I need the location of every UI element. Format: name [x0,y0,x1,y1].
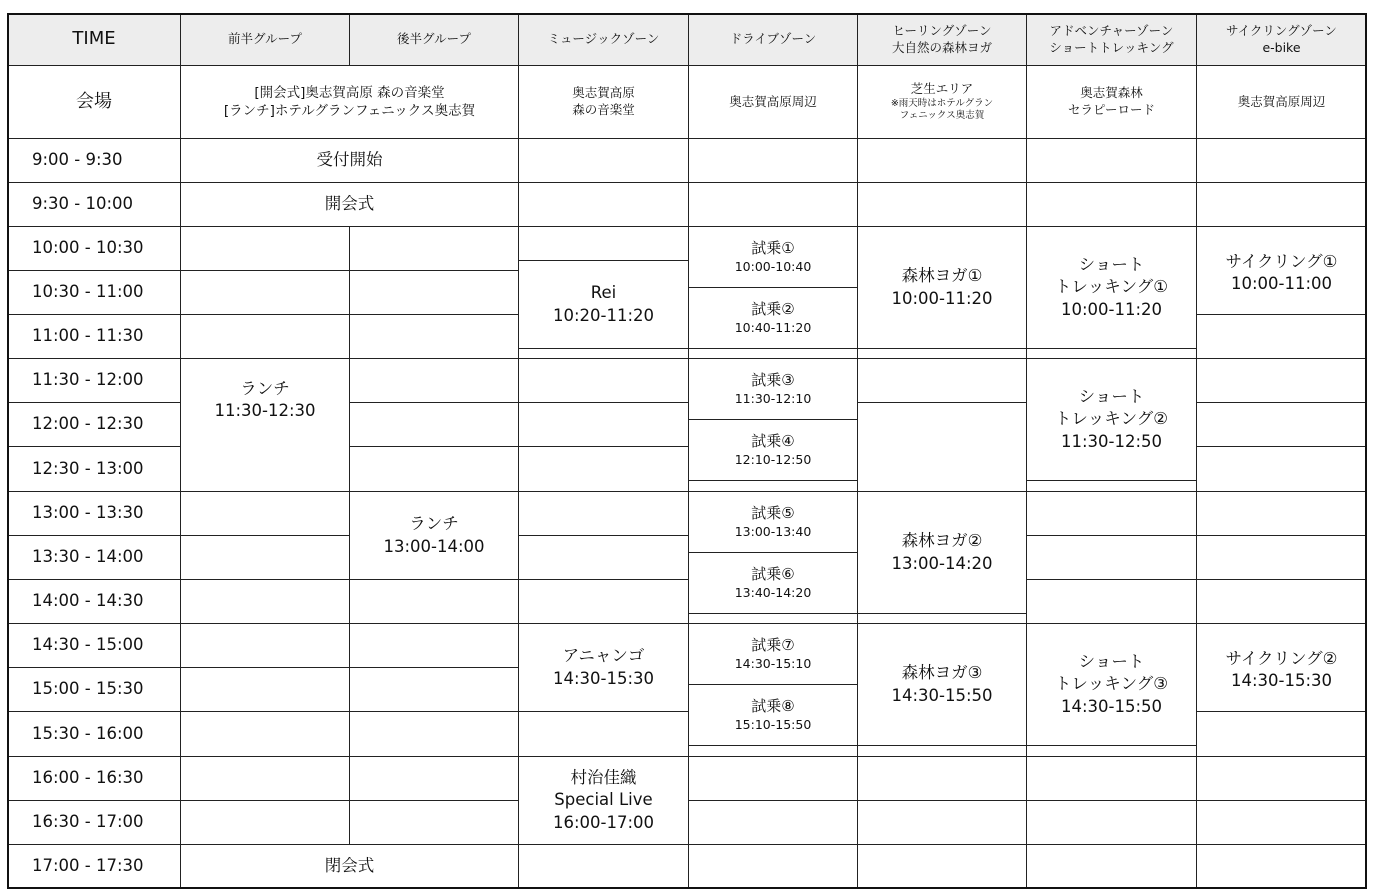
test-drive-6 [688,552,858,614]
forest-yoga-title: 森林ヨガ② [901,531,983,551]
test-drive-1 [688,226,858,288]
venue-adventure-line1: 奥志賀森林 [1080,85,1143,101]
venue-music-line2: 森の音楽堂 [572,102,635,117]
healing-empty [857,358,1027,403]
venue-label-text: 会場 [76,90,112,112]
venue-adventure-line2: セラピーロード [1067,102,1155,117]
test-drive-title: 試乗② [751,300,795,319]
forest-yoga-2 [857,491,1027,614]
time-slot [7,314,181,359]
healing-empty [857,756,1027,801]
forest-yoga-title: 森林ヨガ① [901,266,983,286]
reception-label: 受付開始 [316,150,383,170]
time-slot-label: 14:00 - 14:30 [32,591,144,611]
test-drive-time: 12:10-12:50 [734,451,812,467]
time-slot-label: 11:30 - 12:00 [32,370,144,390]
venue-healing-line1: 芝生エリア [910,80,974,96]
time-slot [7,270,181,315]
test-drive-2 [688,287,858,349]
test-drive-title: 試乗④ [751,432,795,451]
test-drive-4 [688,419,858,481]
venue-cycling-text: 奥志賀高原周辺 [1237,93,1326,109]
cycling-empty [1196,182,1367,227]
header-drive-zone [688,13,858,66]
lunch-first-time: 11:30-12:30 [214,401,316,421]
cycling-empty [1196,446,1367,492]
header-drive-label: ドライブゾーン [729,31,817,47]
venue-healing-note2: フェニックス奥志賀 [899,110,985,122]
test-drive-title: 試乗⑥ [751,565,795,584]
aniyango-title: アニャンゴ [562,646,645,666]
cycling-empty [1196,491,1367,536]
cycling-empty [1196,579,1367,624]
trekking-time: 14:30-15:50 [1060,696,1163,716]
test-drive-title: 試乗① [751,239,795,258]
music-empty [518,711,689,757]
time-slot [7,667,181,712]
trekking-line2: トレッキング① [1054,277,1169,297]
time-slot [7,711,181,757]
drive-empty [688,800,858,845]
test-drive-8 [688,684,858,746]
cycling-1 [1196,226,1367,315]
trekking-line2: トレッキング③ [1054,674,1169,694]
time-slot [7,535,181,580]
header-second-group-label: 後半グループ [396,31,471,47]
muraji-time: 16:00-17:00 [552,812,655,832]
venue-adventure [1026,65,1197,139]
opening-ceremony-label: 開会式 [324,194,375,214]
cycling-empty [1196,314,1367,359]
music-empty [518,358,689,403]
music-empty [518,579,689,624]
header-adventure-zone [1026,13,1197,66]
time-slot [7,756,181,801]
header-adventure-label: アドベンチャーゾーン [1049,22,1174,38]
adventure-empty [1026,579,1197,624]
header-healing-sub: 大自然の森林ヨガ [891,39,992,55]
forest-yoga-title: 森林ヨガ③ [901,663,983,683]
time-slot-label: 13:30 - 14:00 [32,547,144,567]
adventure-empty [1026,491,1197,536]
healing-empty [857,844,1027,889]
time-slot [7,491,181,536]
music-empty [518,491,689,536]
reception-cell [180,138,519,183]
test-drive-3 [688,358,858,420]
healing-empty [857,182,1027,227]
header-first-group-label: 前半グループ [227,31,302,47]
test-drive-time: 13:00-13:40 [734,523,812,539]
forest-yoga-1 [857,226,1027,349]
test-drive-time: 15:10-15:50 [734,716,812,732]
adventure-empty [1026,756,1197,801]
header-healing-zone [857,13,1027,66]
time-slot [7,358,181,403]
test-drive-title: 試乗⑤ [751,504,795,523]
cycling-time: 14:30-15:30 [1230,671,1333,691]
test-drive-title: 試乗③ [751,371,795,390]
opening-ceremony-cell [180,182,519,227]
adventure-empty [1026,844,1197,889]
time-slot-label: 12:30 - 13:00 [32,458,144,478]
time-slot-label: 17:00 - 17:30 [32,856,144,876]
aniyango-time: 14:30-15:30 [552,668,655,688]
time-slot-label: 12:00 - 12:30 [32,414,144,434]
music-event-aniyango [518,623,689,712]
second-group-empty [349,270,519,315]
time-slot [7,800,181,845]
adventure-empty [1026,138,1197,183]
rei-time: 10:20-11:20 [552,305,655,325]
trekking-time: 11:30-12:50 [1060,431,1163,451]
music-empty [518,138,689,183]
venue-music [518,65,689,139]
test-drive-title: 試乗⑦ [751,636,795,655]
time-slot-label: 14:30 - 15:00 [32,635,144,655]
time-slot [7,182,181,227]
first-group-empty [180,270,350,315]
venue-label [7,65,181,139]
adventure-empty [1026,800,1197,845]
second-group-empty [349,800,519,845]
cycling-title: サイクリング① [1225,252,1338,271]
header-music-zone [518,13,689,66]
music-empty [518,844,689,889]
adventure-empty [1026,182,1197,227]
venue-groups [180,65,519,139]
time-slot-label: 15:00 - 15:30 [32,679,144,699]
music-event-rei [518,260,689,349]
second-group-empty [349,667,519,712]
second-group-empty [349,226,519,271]
time-slot-label: 9:30 - 10:00 [32,194,134,214]
second-group-empty [349,579,519,624]
time-slot [7,226,181,271]
first-group-empty [180,800,350,845]
time-slot-label: 11:00 - 11:30 [32,326,144,346]
time-slot [7,623,181,668]
header-cycling-label: サイクリングゾーン [1226,22,1337,38]
trekking-time: 10:00-11:20 [1060,299,1163,319]
trekking-line2: トレッキング② [1054,409,1169,429]
header-healing-label: ヒーリングゾーン [892,22,992,38]
drive-empty [688,756,858,801]
healing-empty [857,138,1027,183]
second-group-empty [349,402,519,447]
first-group-empty [180,711,350,757]
first-group-empty [180,579,350,624]
healing-empty [857,800,1027,845]
cycling-empty [1196,402,1367,447]
music-empty [518,535,689,580]
cycling-empty [1196,800,1367,845]
test-drive-time: 10:00-10:40 [734,258,812,274]
music-empty [518,446,689,492]
time-slot-label: 10:00 - 10:30 [32,238,144,258]
venue-groups-lunch: [ランチ]ホテルグランフェニックス奥志賀 [223,103,476,119]
lunch-second-title: ランチ [409,514,459,534]
time-slot-label: 16:00 - 16:30 [32,768,144,788]
venue-groups-opening: [開会式]奥志賀高原 森の音楽堂 [254,84,445,101]
first-group-empty [180,491,350,536]
time-slot [7,446,181,492]
lunch-first-group [180,358,350,492]
cycling-time: 10:00-11:00 [1230,274,1333,294]
rei-title: Rei [590,283,617,303]
venue-drive-text: 奥志賀高原周辺 [729,93,817,109]
cycling-empty [1196,756,1367,801]
music-empty [518,226,689,261]
second-group-empty [349,756,519,801]
forest-yoga-time: 13:00-14:20 [891,553,993,573]
test-drive-time: 11:30-12:10 [734,390,812,406]
test-drive-time: 13:40-14:20 [734,584,812,600]
cycling-empty [1196,138,1367,183]
test-drive-time: 14:30-15:10 [734,655,812,671]
header-cycling-zone [1196,13,1367,66]
test-drive-title: 試乗⑧ [751,697,795,716]
trekking-line1: ショート [1078,255,1145,275]
venue-music-line1: 奥志賀高原 [572,85,635,101]
second-group-empty [349,623,519,668]
first-group-empty [180,623,350,668]
header-cycling-sub: e-bike [1262,39,1301,55]
lunch-second-group [349,491,519,580]
muraji-title: 村治佳織 [570,768,637,788]
first-group-empty [180,535,350,580]
header-first-group [180,13,350,66]
trekking-line1: ショート [1078,652,1145,672]
second-group-empty [349,314,519,359]
time-slot-label: 9:00 - 9:30 [32,150,123,170]
venue-cycling [1196,65,1367,139]
test-drive-5 [688,491,858,553]
time-slot-label: 16:30 - 17:00 [32,812,144,832]
second-group-empty [349,358,519,403]
adventure-empty [1026,535,1197,580]
second-group-empty [349,446,519,492]
test-drive-time: 10:40-11:20 [734,319,812,335]
header-music-label: ミュージックゾーン [547,31,660,47]
time-slot [7,579,181,624]
test-drive-7 [688,623,858,685]
closing-ceremony-cell [180,844,519,889]
cycling-empty [1196,711,1367,757]
header-second-group [349,13,519,66]
second-group-empty [349,711,519,757]
drive-empty [688,138,858,183]
header-adventure-sub: ショートトレッキング [1049,39,1174,55]
forest-yoga-time: 14:30-15:50 [891,685,993,705]
time-slot-label: 13:00 - 13:30 [32,503,144,523]
music-empty [518,182,689,227]
first-group-empty [180,756,350,801]
forest-yoga-3 [857,623,1027,746]
music-event-muraji-kaori [518,756,689,845]
short-trekking-2 [1026,358,1197,481]
cycling-empty [1196,535,1367,580]
venue-healing-note1: ※雨天時はホテルグラン [890,97,994,109]
time-slot [7,138,181,183]
lunch-second-time: 13:00-14:00 [383,536,485,556]
time-slot-label: 10:30 - 11:00 [32,282,144,302]
first-group-empty [180,314,350,359]
healing-empty [857,402,1027,492]
header-time-label: TIME [72,28,116,50]
time-slot [7,402,181,447]
cycling-title: サイクリング② [1225,649,1338,668]
closing-ceremony-label: 閉会式 [324,856,375,876]
venue-drive [688,65,858,139]
short-trekking-1 [1026,226,1197,349]
cycling-empty [1196,358,1367,403]
first-group-empty [180,226,350,271]
time-slot [7,844,181,889]
muraji-subtitle: Special Live [554,790,653,810]
venue-healing [857,65,1027,139]
music-empty [518,402,689,447]
trekking-line1: ショート [1078,387,1145,407]
lunch-first-title: ランチ [240,379,290,398]
short-trekking-3 [1026,623,1197,746]
forest-yoga-time: 10:00-11:20 [891,288,993,308]
first-group-empty [180,667,350,712]
cycling-empty [1196,844,1367,889]
time-slot-label: 15:30 - 16:00 [32,723,144,743]
header-time [7,13,181,66]
drive-empty [688,182,858,227]
cycling-2 [1196,623,1367,712]
drive-empty [688,844,858,889]
